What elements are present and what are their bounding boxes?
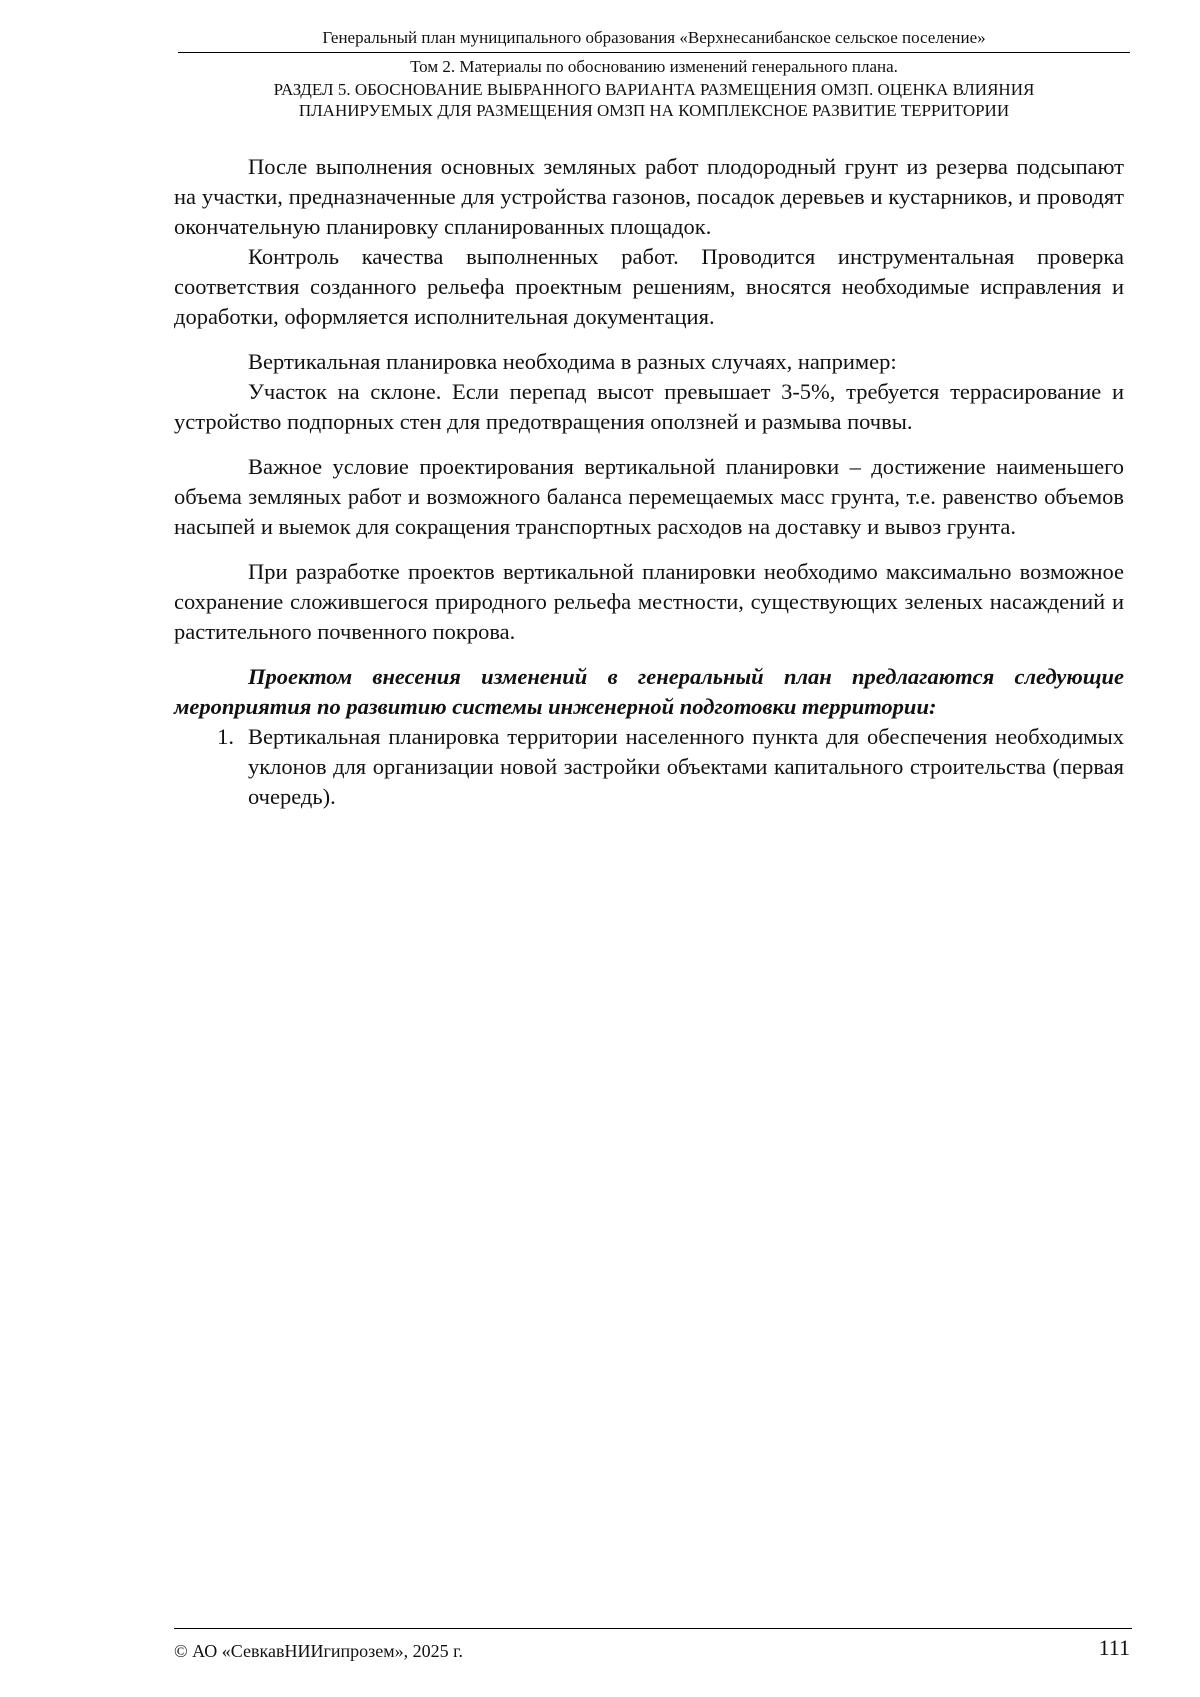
measures-list	[174, 722, 1124, 812]
proposal-heading: Проектом внесения изменений в генеральный план предлагаются следующие мероприятия по развитию системы инженерной подготовки территории:	[174, 664, 1124, 719]
page-number: 111	[1098, 1635, 1130, 1660]
list-item-text: Вертикальная планировка территории населенного пункта для обеспечения необходимых уклонов для организации новой застройки объектами капитального строительства (первая очередь).	[248, 724, 1124, 809]
section-title-line-1: РАЗДЕЛ 5. ОБОСНОВАНИЕ ВЫБРАННОГО ВАРИАНТА РАЗМЕЩЕНИЯ ОМЗП. ОЦЕНКА ВЛИЯНИЯ	[273, 80, 1035, 99]
page-body	[174, 152, 1124, 812]
paragraph-slope: Участок на склоне. Если перепад высот превышает 3-5%, требуется террасирование и устройство подпорных стен для предотвращения оползней и размыва почвы.	[174, 379, 1124, 434]
paragraph-quality-control: Контроль качества выполненных работ. Проводится инструментальная проверка соответствия созданного рельефа проектным решениям, вносятся необходимые исправления и доработки, оформляется исполнительная документация.	[174, 244, 1124, 329]
list-item	[174, 722, 1124, 812]
list-item-number: 1.	[217, 724, 234, 749]
section-title-line-2: ПЛАНИРУЕМЫХ ДЛЯ РАЗМЕЩЕНИЯ ОМЗП НА КОМПЛЕКСНОЕ РАЗВИТИЕ ТЕРРИТОРИИ	[298, 101, 1010, 120]
paragraph-relief-preservation: При разработке проектов вертикальной планировки необходимо максимально возможное сохранение сложившегося природного рельефа местности, существующих зеленых насаждений и растительного почвенного покрова.	[174, 559, 1124, 644]
document-title: Генеральный план муниципального образования «Верхнесанибанское сельское поселение»	[322, 28, 986, 47]
paragraph-design-condition: Важное условие проектирования вертикальной планировки – достижение наименьшего объема земляных работ и возможного баланса перемещаемых масс грунта, т.е. равенство объемов насыпей и выемок для сокращения транспортных расходов на доставку и вывоз грунта.	[174, 454, 1124, 539]
paragraph-cases-intro: Вертикальная планировка необходима в разных случаях, например:	[248, 349, 897, 374]
section-title	[178, 79, 1130, 121]
volume-title: Том 2. Материалы по обоснованию изменений генерального плана.	[410, 57, 898, 76]
footer-divider	[174, 1628, 1132, 1629]
paragraph-topsoil: После выполнения основных земляных работ плодородный грунт из резерва подсыпают на участки, предназначенные для устройства газонов, посадок деревьев и кустарников, и проводят окончательную планировку спланированных площадок.	[174, 154, 1124, 239]
copyright: © АО «СевкавНИИгипрозем», 2025 г.	[174, 1641, 463, 1661]
header-divider	[178, 52, 1130, 53]
